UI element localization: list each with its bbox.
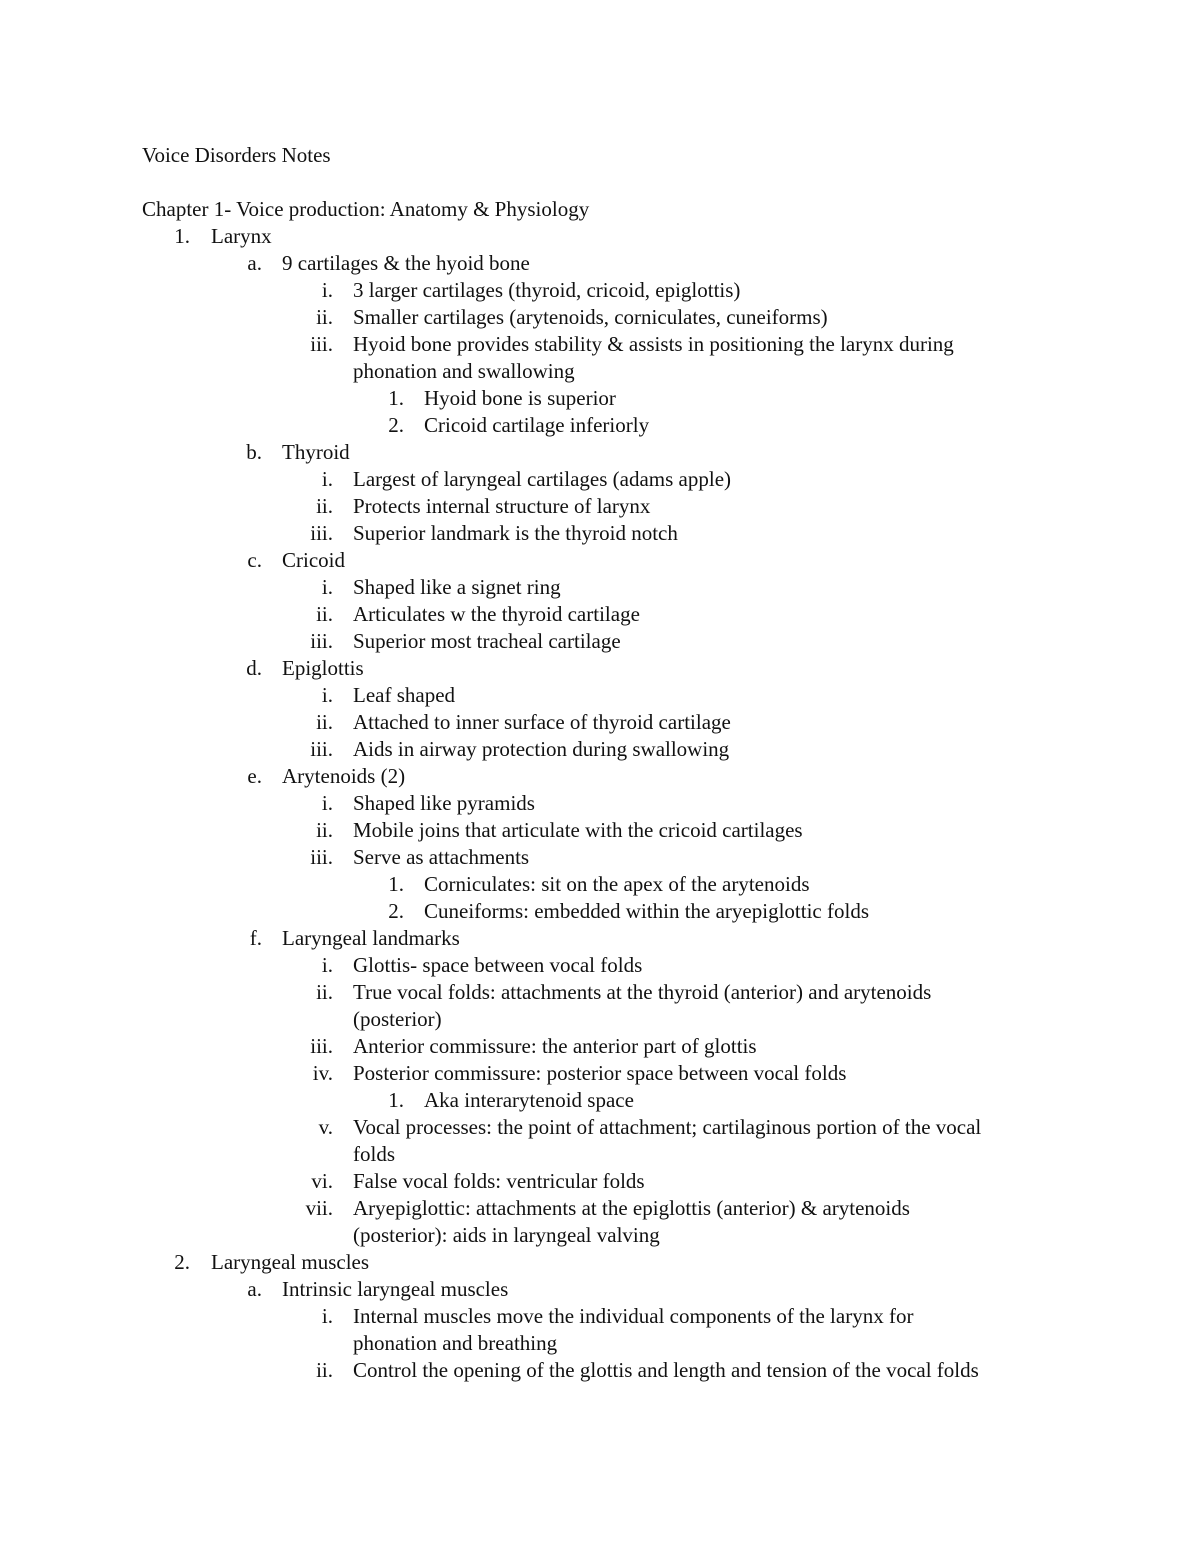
outline-item	[0, 1141, 1200, 1168]
outline-item-text: phonation and swallowing	[353, 359, 575, 383]
outline-item-text: Laryngeal landmarks	[282, 926, 460, 950]
outline-item-text: Mobile joins that articulate with the cricoid cartilages	[353, 818, 803, 842]
outline-item-text: Internal muscles move the individual components of the larynx for	[353, 1304, 914, 1328]
outline-item-text: folds	[353, 1142, 395, 1166]
outline-item-text: Serve as attachments	[353, 845, 530, 869]
outline-item	[0, 1222, 1200, 1249]
outline-item-marker: v.	[318, 1115, 333, 1139]
outline-item	[0, 790, 1200, 817]
outline-item-marker: 1.	[174, 224, 190, 248]
outline-item	[0, 817, 1200, 844]
outline-item-marker: vi.	[311, 1169, 333, 1193]
outline-item-text: (posterior)	[353, 1007, 442, 1031]
outline-item-text: True vocal folds: attachments at the thyroid (anterior) and arytenoids	[353, 980, 932, 1004]
outline-item-marker: 2.	[174, 1250, 190, 1274]
outline-item-marker: ii.	[316, 1358, 333, 1382]
outline-item-text: Larynx	[211, 224, 272, 248]
outline-item-text: Glottis- space between vocal folds	[353, 953, 643, 977]
outline-item-text: Protects internal structure of larynx	[353, 494, 651, 518]
outline-item-marker: 1.	[388, 386, 404, 410]
outline-item-text: Epiglottis	[282, 656, 364, 680]
outline-item-text: Largest of laryngeal cartilages (adams apple)	[353, 467, 732, 491]
outline-item	[0, 331, 1200, 358]
outline-item	[0, 979, 1200, 1006]
outline-item-text: Articulates w the thyroid cartilage	[353, 602, 640, 626]
outline-item	[0, 439, 1200, 466]
outline-item-text: Corniculates: sit on the apex of the arytenoids	[424, 872, 810, 896]
outline-item	[0, 250, 1200, 277]
outline-item-text: Superior most tracheal cartilage	[353, 629, 621, 653]
outline-item-text: Shaped like a signet ring	[353, 575, 561, 599]
outline-item-text: Posterior commissure: posterior space between vocal folds	[353, 1061, 847, 1085]
outline-item	[0, 1087, 1200, 1114]
outline-item	[0, 223, 1200, 250]
outline-item	[0, 1249, 1200, 1276]
outline-item	[0, 358, 1200, 385]
outline-item-marker: 1.	[388, 1088, 404, 1112]
outline-item	[0, 952, 1200, 979]
outline-item-text: Cuneiforms: embedded within the aryepiglottic folds	[424, 899, 869, 923]
outline-item	[0, 898, 1200, 925]
outline-item-marker: iii.	[310, 845, 333, 869]
outline-item	[0, 304, 1200, 331]
outline-item-text: Vocal processes: the point of attachment; cartilaginous portion of the vocal	[353, 1115, 982, 1139]
outline-item-marker: ii.	[316, 980, 333, 1004]
outline-item	[0, 466, 1200, 493]
outline-item-text: Cricoid cartilage inferiorly	[424, 413, 650, 437]
outline-item	[0, 277, 1200, 304]
outline-item-text: Aryepiglottic: attachments at the epiglottis (anterior) & arytenoids	[353, 1196, 910, 1220]
outline-list	[0, 223, 1200, 1384]
outline-item	[0, 493, 1200, 520]
outline-item-marker: i.	[321, 467, 333, 491]
outline-item	[0, 1168, 1200, 1195]
outline-item	[0, 736, 1200, 763]
outline-item-marker: vii.	[305, 1196, 333, 1220]
outline-item	[0, 655, 1200, 682]
outline-item	[0, 871, 1200, 898]
outline-item	[0, 520, 1200, 547]
outline-item-marker: b.	[246, 440, 262, 464]
outline-item	[0, 574, 1200, 601]
outline-item-marker: ii.	[316, 494, 333, 518]
outline-item-text: Smaller cartilages (arytenoids, corniculates, cuneiforms)	[353, 305, 828, 329]
outline-item-marker: ii.	[316, 818, 333, 842]
outline-item-text: Cricoid	[282, 548, 345, 572]
outline-item-text: Control the opening of the glottis and length and tension of the vocal folds	[353, 1358, 979, 1382]
outline-item-text: Leaf shaped	[353, 683, 456, 707]
outline-item-text: Attached to inner surface of thyroid cartilage	[353, 710, 731, 734]
outline-item-text: Superior landmark is the thyroid notch	[353, 521, 678, 545]
outline-item	[0, 682, 1200, 709]
outline-item-marker: iii.	[310, 1034, 333, 1058]
outline-item	[0, 763, 1200, 790]
outline-item-text: phonation and breathing	[353, 1331, 558, 1355]
outline-item	[0, 601, 1200, 628]
outline-item-text: Laryngeal muscles	[211, 1250, 370, 1274]
chapter-heading: Chapter 1- Voice production: Anatomy & Physiology	[142, 197, 590, 221]
outline-item-marker: 1.	[388, 872, 404, 896]
outline-item-marker: i.	[321, 1304, 333, 1328]
outline-item-text: False vocal folds: ventricular folds	[353, 1169, 645, 1193]
outline-item-text: 3 larger cartilages (thyroid, cricoid, epiglottis)	[353, 278, 741, 302]
outline-item-marker: iii.	[310, 332, 333, 356]
outline-item-marker: c.	[247, 548, 262, 572]
outline-item-marker: i.	[321, 791, 333, 815]
outline-item-text: Intrinsic laryngeal muscles	[282, 1277, 509, 1301]
outline-item-text: Shaped like pyramids	[353, 791, 535, 815]
outline-item	[0, 412, 1200, 439]
outline-item	[0, 1006, 1200, 1033]
outline-item	[0, 385, 1200, 412]
outline-item-text: Arytenoids (2)	[282, 764, 406, 788]
outline-item-marker: ii.	[316, 710, 333, 734]
outline-item	[0, 628, 1200, 655]
outline-item-text: Hyoid bone provides stability & assists in positioning the larynx during	[353, 332, 954, 356]
outline-item	[0, 1357, 1200, 1384]
outline-item	[0, 1033, 1200, 1060]
outline-item-text: Hyoid bone is superior	[424, 386, 616, 410]
outline-item-marker: e.	[247, 764, 262, 788]
outline-item	[0, 547, 1200, 574]
outline-item	[0, 844, 1200, 871]
outline-item-text: Thyroid	[282, 440, 350, 464]
outline-item-marker: i.	[321, 575, 333, 599]
outline-item-marker: i.	[321, 683, 333, 707]
outline-item-marker: ii.	[316, 305, 333, 329]
outline-item-text: Aka interarytenoid space	[424, 1088, 634, 1112]
outline-item	[0, 1303, 1200, 1330]
outline-item-marker: iv.	[312, 1061, 333, 1085]
outline-item-marker: iii.	[310, 629, 333, 653]
outline-item-text: (posterior): aids in laryngeal valving	[353, 1223, 660, 1247]
outline-item-marker: ii.	[316, 602, 333, 626]
outline-item-marker: 2.	[388, 899, 404, 923]
outline-item-marker: a.	[247, 251, 262, 275]
outline-item	[0, 1276, 1200, 1303]
outline-item-marker: iii.	[310, 521, 333, 545]
outline-item-marker: a.	[247, 1277, 262, 1301]
outline-item-marker: i.	[321, 953, 333, 977]
outline-item-marker: iii.	[310, 737, 333, 761]
outline-item-text: 9 cartilages & the hyoid bone	[282, 251, 530, 275]
outline-item	[0, 1114, 1200, 1141]
outline-item-text: Aids in airway protection during swallowing	[353, 737, 730, 761]
outline-item-text: Anterior commissure: the anterior part of glottis	[353, 1034, 757, 1058]
outline-item-marker: i.	[321, 278, 333, 302]
outline-item-marker: d.	[246, 656, 262, 680]
outline-item	[0, 709, 1200, 736]
outline-item	[0, 1060, 1200, 1087]
outline-item	[0, 925, 1200, 952]
document-title: Voice Disorders Notes	[142, 143, 331, 167]
outline-item-marker: 2.	[388, 413, 404, 437]
outline-item	[0, 1330, 1200, 1357]
outline-item-marker: f.	[249, 926, 262, 950]
outline-item	[0, 1195, 1200, 1222]
